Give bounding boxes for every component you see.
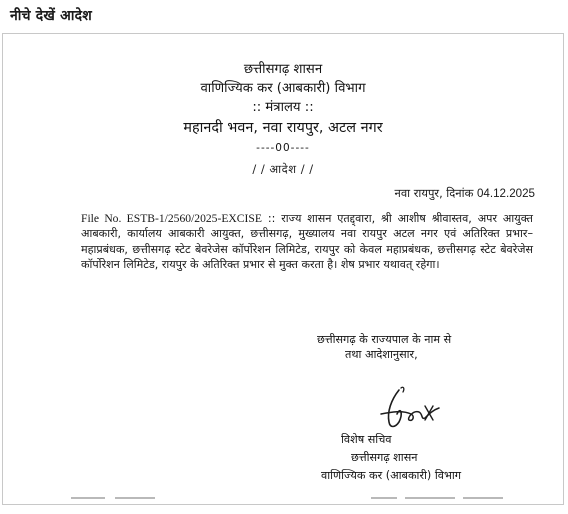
order-title: / / आदेश / / — [252, 162, 314, 176]
signatory-government: छत्तीसगढ़ शासन — [351, 451, 418, 464]
order-document — [2, 33, 564, 505]
order-body-text: :: राज्य शासन एतद्द्वारा, श्री आशीष श्रीवास्तव, अपर आयुक्त आबकारी, कार्यालय आबकारी आयुक्त, छत्तीसगढ़, मुख्यालय नवा रायपुर अटल नगर एवं अतिरिक्त प्रभार–महाप्रबंधक, छत्तीसगढ़ स्टेट बेवरेजेस कॉर्पोरेशन लिमिटेड, रायपुर को केवल महाप्रबंधक, छत्तीसगढ़ स्टेट बेवरेजेस कॉर्पोरेशन लिमिटेड, रायपुर के अतिरिक्त प्रभार से मुक्त करता है। शेष प्रभार यथावत् रहेगा। — [81, 212, 533, 272]
order-body — [81, 211, 533, 273]
header-department: वाणिज्यिक कर (आबकारी) विभाग — [200, 81, 366, 96]
header-government: छत्तीसगढ़ शासन — [243, 62, 323, 77]
signatory-designation: विशेष सचिव — [341, 433, 392, 446]
header-address: महानदी भवन, नवा रायपुर, अटल नगर — [183, 120, 383, 136]
cropped-footer-text — [71, 493, 521, 503]
place-date — [395, 186, 536, 201]
handwritten-signature — [373, 384, 453, 432]
file-number: File No. ESTB-1/2560/2025-EXCISE — [81, 212, 262, 225]
authority-line-1: छत्तीसगढ़ के राज्यपाल के नाम से — [317, 333, 452, 346]
place-label: नवा रायपुर, दिनांक — [394, 186, 474, 200]
header-ministry: :: मंत्रालय :: — [252, 100, 314, 115]
authority-line-2: तथा आदेशानुसार, — [345, 348, 418, 361]
signatory-department: वाणिज्यिक कर (आबकारी) विभाग — [321, 469, 462, 482]
header-separator: ----00---- — [256, 142, 310, 154]
page-heading: नीचे देखें आदेश — [10, 8, 92, 24]
authority-block — [313, 332, 543, 362]
order-date: 04.12.2025 — [476, 187, 535, 200]
